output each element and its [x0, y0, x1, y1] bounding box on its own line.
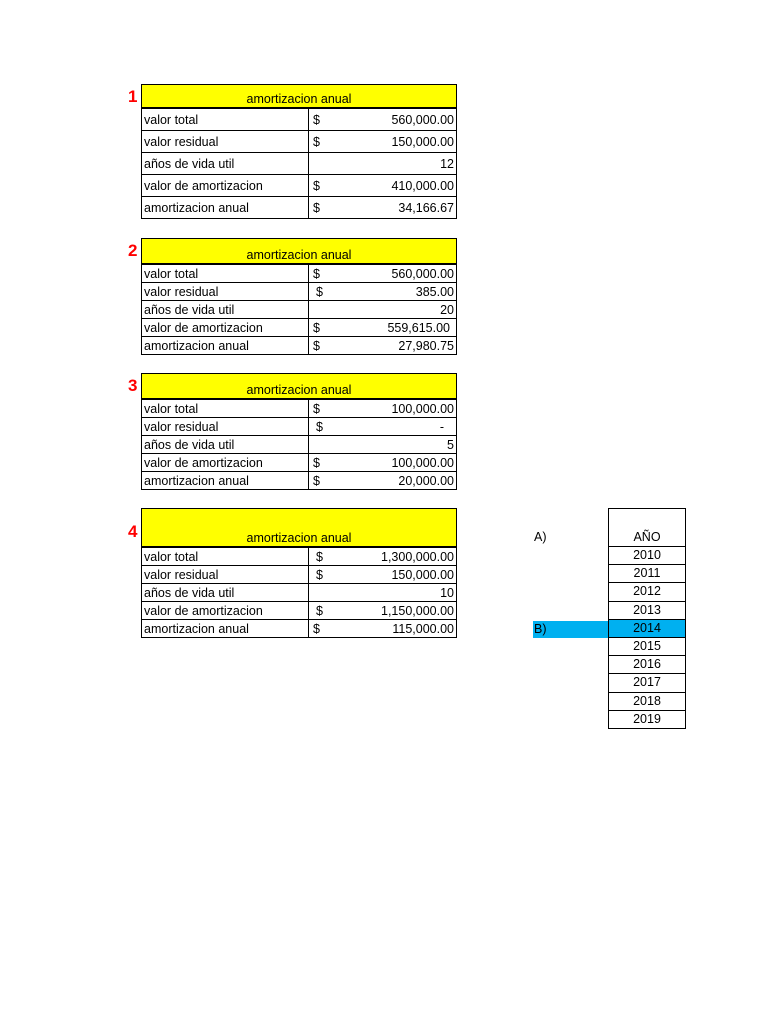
row-label[interactable]: amortizacion anual [142, 337, 309, 355]
row-value-cell[interactable] [309, 283, 457, 301]
year-column [608, 508, 686, 729]
row-value: 20 [440, 302, 454, 317]
row-value-cell[interactable] [309, 109, 457, 131]
amortization-block-3 [128, 373, 457, 490]
row-value-cell[interactable] [309, 337, 457, 355]
table-row [142, 454, 457, 472]
block-header[interactable] [141, 373, 457, 399]
block-header[interactable] [141, 508, 457, 547]
year-cell[interactable]: 2010 [608, 547, 686, 565]
label-b-selected-cell[interactable]: B) [533, 621, 609, 638]
year-cell[interactable]: 2015 [608, 638, 686, 656]
row-value-cell[interactable] [309, 454, 457, 472]
amortization-table [141, 547, 457, 638]
row-label[interactable]: valor de amortizacion [142, 454, 309, 472]
currency-symbol: $ [316, 419, 323, 434]
row-value-cell[interactable] [309, 548, 457, 566]
table-row [142, 418, 457, 436]
row-value-cell[interactable] [309, 566, 457, 584]
row-label[interactable]: valor de amortizacion [142, 319, 309, 337]
currency-symbol: $ [313, 178, 320, 193]
currency-symbol: $ [313, 200, 320, 215]
table-row [142, 548, 457, 566]
block-header-label: amortizacion anual [246, 92, 352, 106]
currency-symbol: $ [316, 284, 323, 299]
amortization-table [141, 264, 457, 355]
currency-symbol: $ [316, 603, 323, 618]
table-row [142, 265, 457, 283]
table-row [142, 472, 457, 490]
currency-symbol: $ [313, 134, 320, 149]
table-row [142, 175, 457, 197]
row-label[interactable]: valor de amortizacion [142, 175, 309, 197]
table-row [142, 197, 457, 219]
year-cell[interactable]: 2012 [608, 583, 686, 601]
row-value: 150,000.00 [391, 567, 454, 582]
row-value: 410,000.00 [391, 178, 454, 193]
row-value-cell[interactable] [309, 620, 457, 638]
row-value-cell[interactable] [309, 436, 457, 454]
row-label[interactable]: amortizacion anual [142, 197, 309, 219]
year-cell[interactable]: 2016 [608, 656, 686, 674]
currency-symbol: $ [313, 473, 320, 488]
block-header-label: amortizacion anual [246, 383, 352, 397]
row-value: 115,000.00 [392, 621, 454, 636]
row-value-cell[interactable] [309, 175, 457, 197]
row-label[interactable]: amortizacion anual [142, 472, 309, 490]
table-row [142, 620, 457, 638]
row-label[interactable]: valor total [142, 109, 309, 131]
row-value-cell[interactable] [309, 319, 457, 337]
row-value: 100,000.00 [391, 455, 454, 470]
row-value: 12 [440, 156, 454, 171]
amortization-block-4 [128, 508, 457, 638]
row-value-cell[interactable] [309, 153, 457, 175]
row-value-cell[interactable] [309, 472, 457, 490]
table-row [142, 153, 457, 175]
row-value: 560,000.00 [391, 266, 454, 281]
row-value: 385.00 [415, 284, 454, 299]
block-header[interactable] [141, 84, 457, 108]
row-value: 10 [440, 585, 454, 600]
row-value: - [439, 419, 444, 434]
row-value: 560,000.00 [391, 112, 454, 127]
table-row [142, 283, 457, 301]
table-row [142, 301, 457, 319]
row-value-cell[interactable] [309, 584, 457, 602]
table-row [142, 319, 457, 337]
block-number: 4 [128, 522, 138, 541]
year-column-header[interactable] [608, 508, 686, 547]
label-a[interactable]: A) [534, 530, 547, 544]
currency-symbol: $ [313, 338, 320, 353]
row-value-cell[interactable] [309, 265, 457, 283]
row-value-cell[interactable] [309, 602, 457, 620]
year-cell[interactable]: 2013 [608, 602, 686, 620]
currency-symbol: $ [313, 266, 320, 281]
row-label[interactable]: valor residual [142, 283, 309, 301]
row-value-cell[interactable] [309, 301, 457, 319]
row-value-cell[interactable] [309, 400, 457, 418]
currency-symbol: $ [313, 320, 320, 335]
currency-symbol: $ [313, 401, 320, 416]
year-cell[interactable]: 2011 [608, 565, 686, 583]
row-label[interactable]: valor de amortizacion [142, 602, 309, 620]
table-row [142, 436, 457, 454]
row-value: 1,300,000.00 [381, 549, 454, 564]
amortization-block-2 [128, 238, 457, 355]
row-value: 100,000.00 [391, 401, 454, 416]
table-row [142, 566, 457, 584]
amortization-table [141, 399, 457, 490]
year-cell[interactable]: 2019 [608, 711, 686, 729]
row-value: 1,150,000.00 [381, 603, 454, 618]
row-label[interactable]: valor residual [142, 131, 309, 153]
block-header[interactable] [141, 238, 457, 264]
year-header-label: AÑO [633, 530, 661, 544]
row-value: 150,000.00 [391, 134, 454, 149]
year-cell-selected[interactable]: 2014 [608, 620, 686, 638]
amortization-block-1 [128, 84, 457, 219]
table-row [142, 131, 457, 153]
row-label[interactable]: valor total [142, 265, 309, 283]
block-header-label: amortizacion anual [246, 248, 352, 262]
row-label[interactable]: amortizacion anual [142, 620, 309, 638]
currency-symbol: $ [313, 112, 320, 127]
block-header-label: amortizacion anual [246, 531, 352, 545]
row-value-cell[interactable] [309, 197, 457, 219]
row-value: 20,000.00 [398, 473, 454, 488]
row-value-cell[interactable] [309, 418, 457, 436]
currency-symbol: $ [313, 621, 320, 636]
row-label[interactable]: años de vida util [142, 153, 309, 175]
table-row [142, 400, 457, 418]
year-cell[interactable]: 2018 [608, 693, 686, 711]
row-label[interactable]: años de vida util [142, 436, 309, 454]
row-label[interactable]: valor total [142, 400, 309, 418]
table-row [142, 584, 457, 602]
table-row [142, 337, 457, 355]
row-value: 559,615.00 [387, 320, 450, 335]
row-value: 27,980.75 [398, 338, 454, 353]
row-label[interactable]: valor residual [142, 418, 309, 436]
row-label[interactable]: valor residual [142, 566, 309, 584]
row-value-cell[interactable] [309, 131, 457, 153]
amortization-table [141, 108, 457, 219]
row-label[interactable]: años de vida util [142, 301, 309, 319]
row-value: 5 [447, 437, 454, 452]
year-cell[interactable]: 2017 [608, 674, 686, 692]
row-label[interactable]: años de vida util [142, 584, 309, 602]
table-row [142, 109, 457, 131]
block-number: 2 [128, 241, 138, 260]
currency-symbol: $ [313, 455, 320, 470]
row-label[interactable]: valor total [142, 548, 309, 566]
row-value: 34,166.67 [398, 200, 454, 215]
table-row [142, 602, 457, 620]
block-number: 3 [128, 376, 138, 395]
block-number: 1 [128, 87, 138, 106]
currency-symbol: $ [316, 549, 323, 564]
currency-symbol: $ [316, 567, 323, 582]
